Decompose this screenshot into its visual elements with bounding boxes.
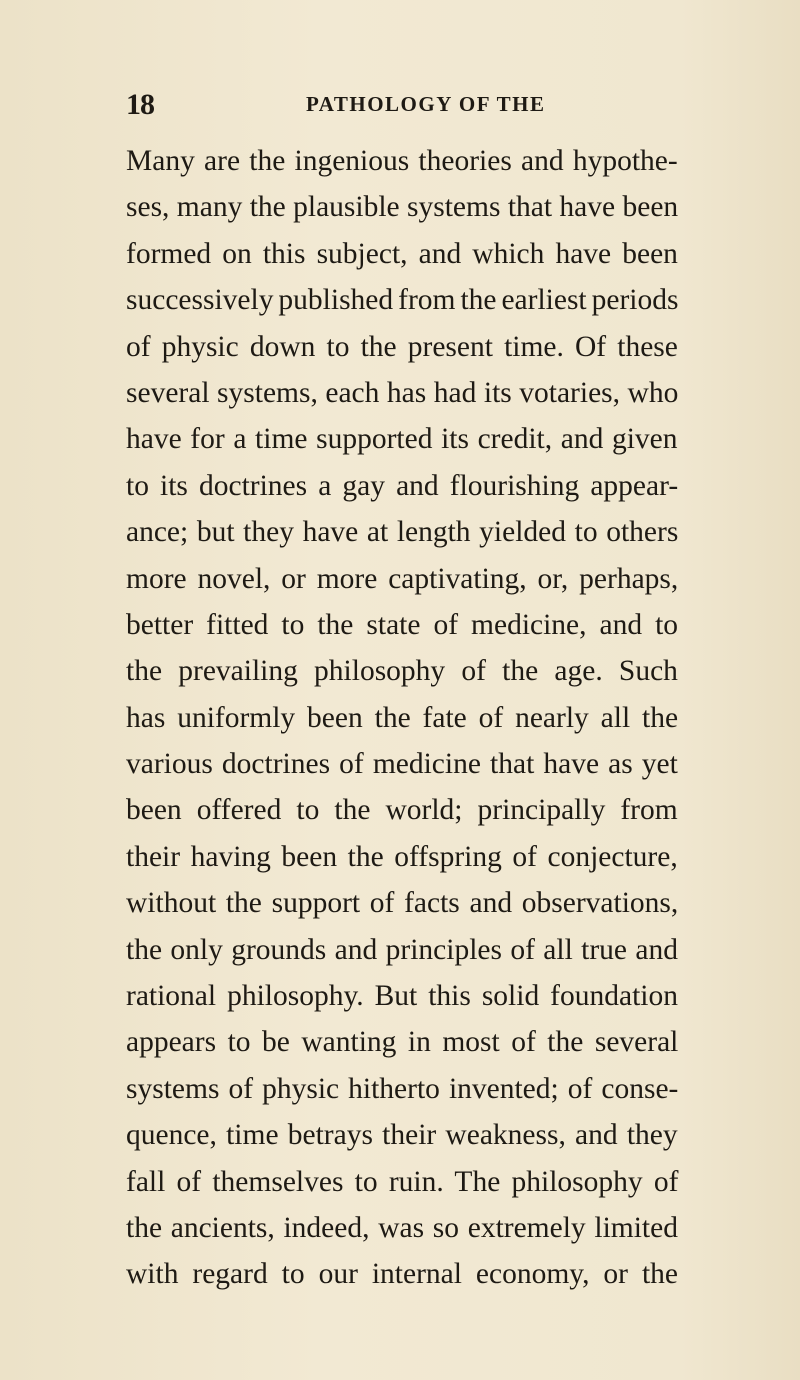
text-line: with regard to our internal economy, or the xyxy=(126,1258,678,1291)
text-line: of physic down to the present time. Of these xyxy=(126,330,678,363)
text-line: more novel, or more captivating, or, perhaps, xyxy=(126,562,679,595)
text-line: have for a time supported its credit, and given xyxy=(126,423,678,456)
body-paragraph xyxy=(126,138,678,1298)
text-line: their having been the offspring of conjecture, xyxy=(126,840,678,873)
text-line: Many are the ingenious theories and hypothe- xyxy=(126,145,678,177)
text-line: has uniformly been the fate of nearly all the xyxy=(126,701,679,734)
text-line: the prevailing philosophy of the age. Such xyxy=(126,655,678,688)
text-line: various doctrines of medicine that have as yet xyxy=(126,748,678,781)
text-line: the only grounds and principles of all true and xyxy=(126,933,678,966)
text-line: ses, many the plausible systems that have been xyxy=(126,191,679,224)
text-line: systems of physic hitherto invented; of conse- xyxy=(126,1072,679,1105)
page-header xyxy=(126,88,686,128)
text-line: several systems, each has had its votaries, who xyxy=(126,376,679,409)
text-line: rational philosophy. But this solid foundation xyxy=(126,980,678,1013)
text-line: quence, time betrays their weakness, and they xyxy=(126,1119,678,1152)
text-line: successively published from the earliest periods xyxy=(126,284,679,317)
text-line: fall of themselves to ruin. The philosophy of xyxy=(126,1165,679,1198)
page-number: 18 xyxy=(126,88,154,121)
text-line: the ancients, indeed, was so extremely limited xyxy=(126,1211,678,1244)
text-line: to its doctrines a gay and flourishing appear- xyxy=(126,469,679,502)
text-line: better fitted to the state of medicine, and to xyxy=(126,608,679,641)
text-line: without the support of facts and observations, xyxy=(126,887,679,920)
text-line: ance; but they have at length yielded to others xyxy=(126,516,679,549)
text-line: been offered to the world; principally from xyxy=(126,794,678,827)
text-line: appears to be wanting in most of the several xyxy=(126,1026,679,1059)
text-line: formed on this subject, and which have been xyxy=(126,237,678,270)
running-head: PATHOLOGY OF THE xyxy=(306,92,546,116)
